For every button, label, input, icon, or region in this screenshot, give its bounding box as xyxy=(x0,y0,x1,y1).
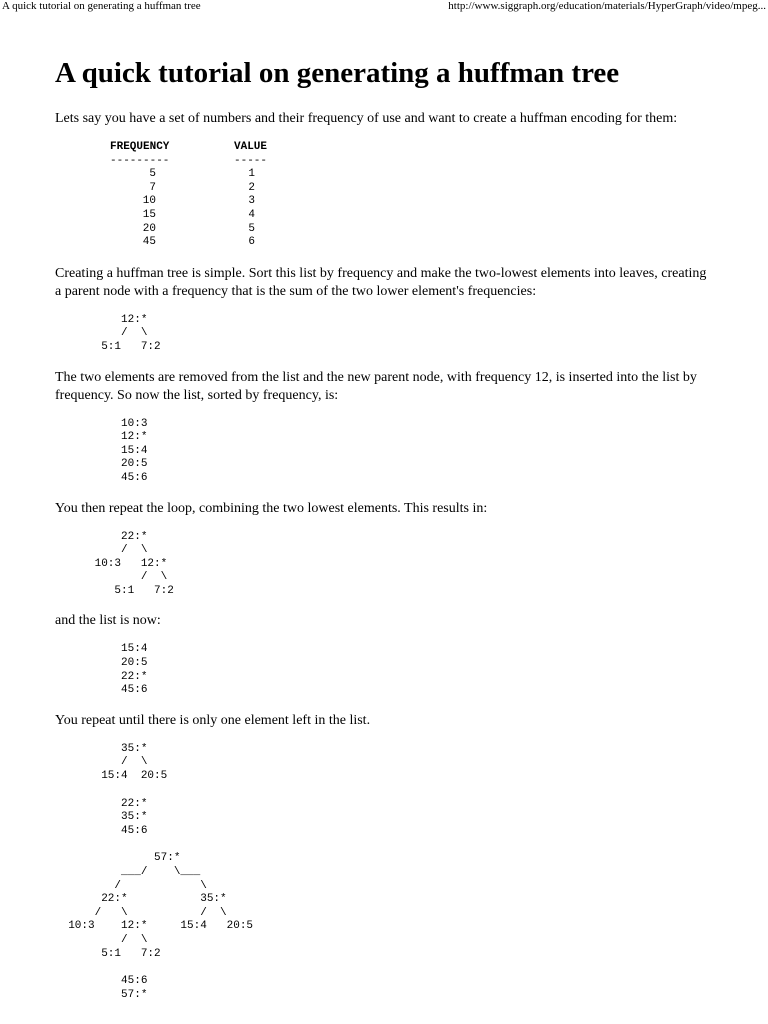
table-row xyxy=(110,195,267,209)
table-header-row xyxy=(110,141,267,155)
paragraph-creating-tree: Creating a huffman tree is simple. Sort this list by frequency and make the two-lowest elements into leaves, creating a parent node with a frequency that is the sum of the two lower element's frequencies: xyxy=(55,265,707,299)
value-cell: 1 xyxy=(248,168,255,181)
sorted-list-2: 15:4 20:5 22:* 45:6 xyxy=(121,643,148,697)
table-row xyxy=(110,236,267,250)
frequency-cell: 45 xyxy=(142,236,156,249)
value-cell: 4 xyxy=(248,208,255,221)
print-header-url: http://www.siggraph.org/education/materials/HyperGraph/video/mpeg... xyxy=(448,0,766,12)
paragraph-repeat-until: You repeat until there is only one element left in the list. xyxy=(55,712,371,728)
frequency-table xyxy=(110,141,267,250)
page-title: A quick tutorial on generating a huffman tree xyxy=(55,57,620,89)
table-row xyxy=(110,223,267,237)
value-cell: 6 xyxy=(248,236,255,249)
table-row xyxy=(110,168,267,182)
table-row xyxy=(110,182,267,196)
tree-diagram-1: 12:* / \ 5:1 7:2 xyxy=(101,313,161,353)
frequency-cell: 5 xyxy=(149,168,156,181)
column-header-frequency: FREQUENCY xyxy=(110,141,170,153)
frequency-cell: 10 xyxy=(142,195,156,208)
sorted-list-4: 45:6 57:* xyxy=(121,975,148,1001)
rule-frequency: --------- xyxy=(110,154,170,167)
rule-value: ----- xyxy=(234,154,268,167)
column-header-value: VALUE xyxy=(234,141,268,153)
value-cell: 3 xyxy=(248,195,255,208)
frequency-cell: 7 xyxy=(149,181,156,194)
paragraph-list-update: The two elements are removed from the list and the new parent node, with frequency 12, is inserted into the list by frequency. So now the list, sorted by frequency, is: xyxy=(55,369,697,403)
paragraph-repeat-loop: You then repeat the loop, combining the two lowest elements. This results in: xyxy=(55,500,488,516)
print-header-title: A quick tutorial on generating a huffman tree xyxy=(2,0,201,12)
table-rule-row xyxy=(110,155,267,169)
frequency-cell: 15 xyxy=(142,208,156,221)
paragraph-list-now: and the list is now: xyxy=(55,613,161,629)
value-cell: 5 xyxy=(248,222,255,235)
intro-paragraph: Lets say you have a set of numbers and their frequency of use and want to create a huffman encoding for them: xyxy=(55,111,678,126)
tree-diagram-4: 57:* ___/ \___ / \ 22:* 35:* / \ / \ 10:3 12:* 15:4 20:5 / \ 5:1 7:2 xyxy=(68,852,254,960)
tree-diagram-3: 35:* / \ 15:4 20:5 xyxy=(101,742,168,783)
article xyxy=(55,50,715,1016)
table-row xyxy=(110,209,267,223)
sorted-list-1: 10:3 12:* 15:4 20:5 45:6 xyxy=(121,417,148,484)
frequency-cell: 20 xyxy=(142,222,156,235)
print-header xyxy=(0,0,768,16)
tree-diagram-2: 22:* / \ 10:3 12:* / \ 5:1 7:2 xyxy=(94,530,174,597)
value-cell: 2 xyxy=(248,181,255,194)
sorted-list-3: 22:* 35:* 45:6 xyxy=(121,797,148,837)
